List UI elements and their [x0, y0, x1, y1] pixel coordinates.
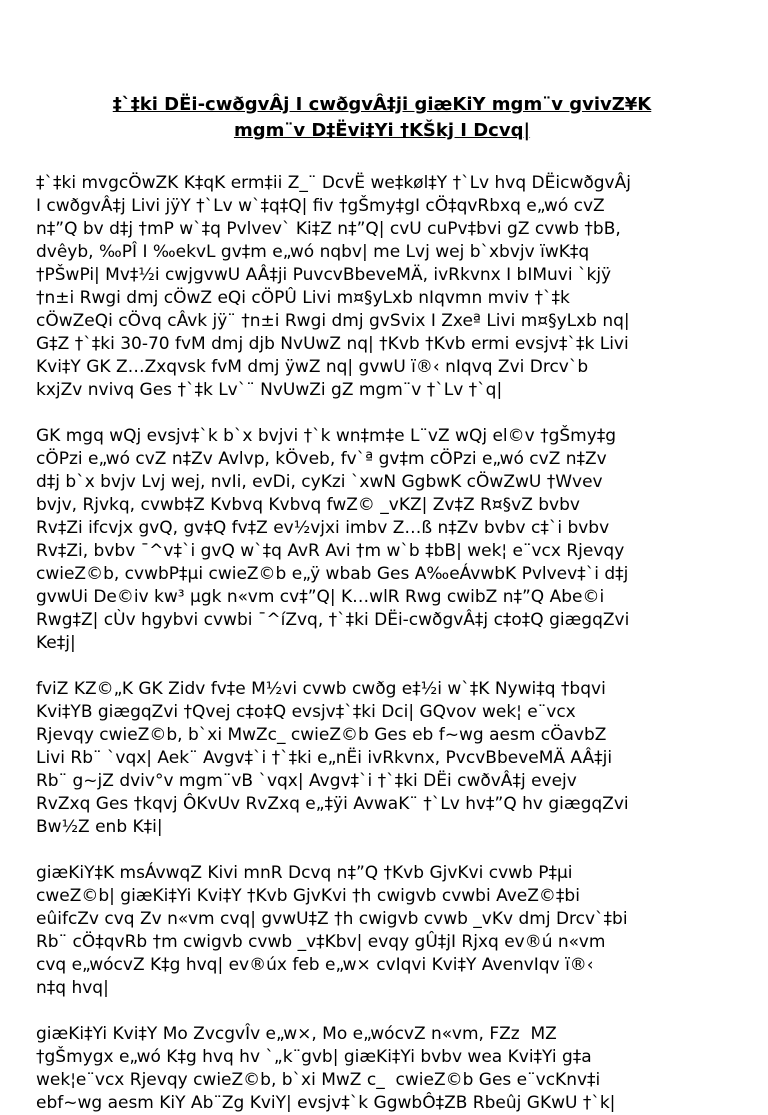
paragraph-3 [36, 678, 728, 839]
text-line: Rv‡Zi, bvbv ¯^v‡`i gvQ w`‡q AvR Avi †m w`b ‡bB| wek¦ e¨vcx Rjevqy [36, 541, 625, 561]
text-line: Rjevqy cwieZ©b, b`xi MwZc_ cwieZ©b Ges eb f~wg aesm cÖavbZ [36, 725, 607, 745]
text-line: n‡”Q bv d‡j †mP w`‡q Pvlvev` Ki‡Z n‡”Q| cvU cuPv‡bvi gZ cvwb †bB, [36, 219, 621, 239]
paragraph-5 [36, 1023, 728, 1115]
text-line: fviZ KZ©„K GK Zidv fv‡e M½vi cvwb cwðg e‡½i w`‡K Nywi‡q †bqvi [36, 679, 606, 699]
text-line: Rv‡Zi ifcvjx gvQ, gv‡Q fv‡Z ev½vjxi imbv Z…ß n‡Zv bvbv c‡`i bvbv [36, 518, 610, 538]
text-line: kxjZv nvivq Ges †`‡k Lv`¨ NvUwZi gZ mgm¨v †`Lv †`q| [36, 380, 503, 400]
text-line: G‡Z †`‡ki 30-70 fvM dmj djb NvUwZ nq| †Kvb †Kvb ermi evsjv‡`‡k Livi [36, 334, 629, 354]
text-line: cÖwZeQi cÖvq cÂvk jÿ¨ †n±i Rwgi dmj gvSvix I Zxeª Livi m¤§yLxb nq| [36, 311, 630, 331]
paragraph-1 [36, 172, 728, 402]
text-line: Kvi‡YB giægqZvi †Qvej c‡o‡Q evsjv‡`‡ki Dci| GQvov wek¦ e¨vcx [36, 702, 576, 722]
text-line: cwieZ©b, cvwbP‡µi cwieZ©b e„ÿ wbab Ges A‰eÁvwbK Pvlvev‡`i d‡j [36, 564, 629, 584]
text-line: Livi Rb¨ `vqx| Aek¨ Avgv‡`i †`‡ki e„nËi ivRkvnx, PvcvBbeveMÄ AÂ‡ji [36, 748, 613, 768]
paragraph-4 [36, 862, 728, 1000]
text-line: RvZxq Ges †kqvj ÔKvUv RvZxq e„‡ÿi AvwaK¨ †`Lv hv‡”Q hv giægqZvi [36, 794, 629, 814]
text-line: cvq e„wócvZ K‡g hvq| ev®úx feb e„w× cvIqvi Kvi‡Y AvenvIqv ï®‹ [36, 955, 594, 975]
text-line: cÖPzi e„wó cvZ n‡Zv Avlvp, kÖveb, fv`ª gv‡m cÖPzi e„wó cvZ n‡Zv [36, 449, 607, 469]
text-line: †n±i Rwgi dmj cÖwZ eQi cÖPÛ Livi m¤§yLxb nIqvmn mviv †`‡k [36, 288, 570, 308]
paragraph-2 [36, 425, 728, 655]
text-line: d‡j b`x bvjv Lvj wej, nvIi, evDi, cyKzi `xwN GgbwK cÖwZwU †Wvev [36, 472, 603, 492]
text-line: giæKi‡Yi Kvi‡Y Mo ZvcgvÎv e„w×, Mo e„wócvZ n«vm, FZz MZ [36, 1024, 557, 1044]
title-line: ‡`‡ki DËi-cwðgvÂj I cwðgvÂ‡ji giæKiY mgm¨v gvivZ¥K [112, 94, 652, 115]
text-line: Kvi‡Y GK Z…Zxqvsk fvM dmj ÿwZ nq| gvwU ï®‹ nIqvq Zvi Drcv`b [36, 357, 589, 377]
text-line: bvjv, Rjvkq, cvwb‡Z Kvbvq Kvbvq fwZ© _vKZ| Zv‡Z R¤§vZ bvbv [36, 495, 580, 515]
text-line: eûifcZv cvq Zv n«vm cvq| gvwU‡Z †h cwigvb cvwb _vKv dmj Drcv`‡bi [36, 909, 628, 929]
text-line: Rb¨ cÖ‡qvRb †m cwigvb cvwb _v‡Kbv| evqy gÛ‡jI Rjxq ev®ú n«vm [36, 932, 606, 952]
text-line: Rwg‡Z| cÙv hgybvi cvwbi ¯^íZvq, †`‡ki DËi-cwðgvÂ‡j c‡o‡Q giægqZvi [36, 610, 630, 630]
text-line: Bw½Z enb K‡i| [36, 817, 163, 837]
title-line: mgm¨v D‡Ëvi‡Yi †KŠkj I Dcvq| [233, 120, 531, 141]
text-line: ebf~wg aesm KiY Ab¨Zg KviY| evsjv‡`k GgwbÔ‡ZB Rbeûj GKwU †`k| [36, 1093, 616, 1113]
text-line: I cwðgvÂ‡j Livi jÿY †`Lv w`‡q‡Q| fiv †gŠmy‡gI cÖ‡qvRbxq e„wó cvZ [36, 196, 605, 216]
text-line: Rb¨ g~jZ dviv°v mgm¨vB `vqx| Avgv‡`i †`‡ki DËi cwðvÂ‡j evejv [36, 771, 577, 791]
text-line: †PŠwPi| Mv‡½i cwjgvwU AÂ‡ji PuvcvBbeveMÄ, ivRkvnx I bIMuvi `kjÿ [36, 265, 612, 285]
text-line: cweZ©b| giæKi‡Yi Kvi‡Y †Kvb GjvKvi †h cwigvb cvwbi AveZ©‡bi [36, 886, 580, 906]
text-line: gvwUi De©iv kw³ µgk n«vm cv‡”Q| K…wlR Rwg cwibZ n‡”Q Abe©i [36, 587, 605, 607]
text-line: Ke‡j| [36, 633, 76, 653]
text-line: GK mgq wQj evsjv‡`k b`x bvjvi †`k wn‡m‡e L¨vZ wQj el©v †gŠmy‡g [36, 426, 617, 446]
document-title [36, 92, 728, 144]
text-line: dvêyb, ‰PÎ I ‰ekvL gv‡m e„wó nqbv| me Lvj wej b`xbvjv ïwK‡q [36, 242, 590, 262]
text-line: ‡`‡ki mvgcÖwZK K‡qK erm‡ii Z_¨ DcvË we‡køl‡Y †`Lv hvq DËicwðgvÂj [36, 173, 631, 193]
text-line: n‡q hvq| [36, 978, 109, 998]
text-line: giæKiY‡K msÁvwqZ Kivi mnR Dcvq n‡”Q †Kvb GjvKvi cvwb P‡µi [36, 863, 573, 883]
text-line: †gŠmygx e„wó K‡g hvq hv `„k¨gvb| giæKi‡Yi bvbv wea Kvi‡Yi g‡a [36, 1047, 592, 1067]
text-line: wek¦e¨vcx Rjevqy cwieZ©b, b`xi MwZ c_ cwieZ©b Ges e¨vcKnv‡i [36, 1070, 601, 1090]
